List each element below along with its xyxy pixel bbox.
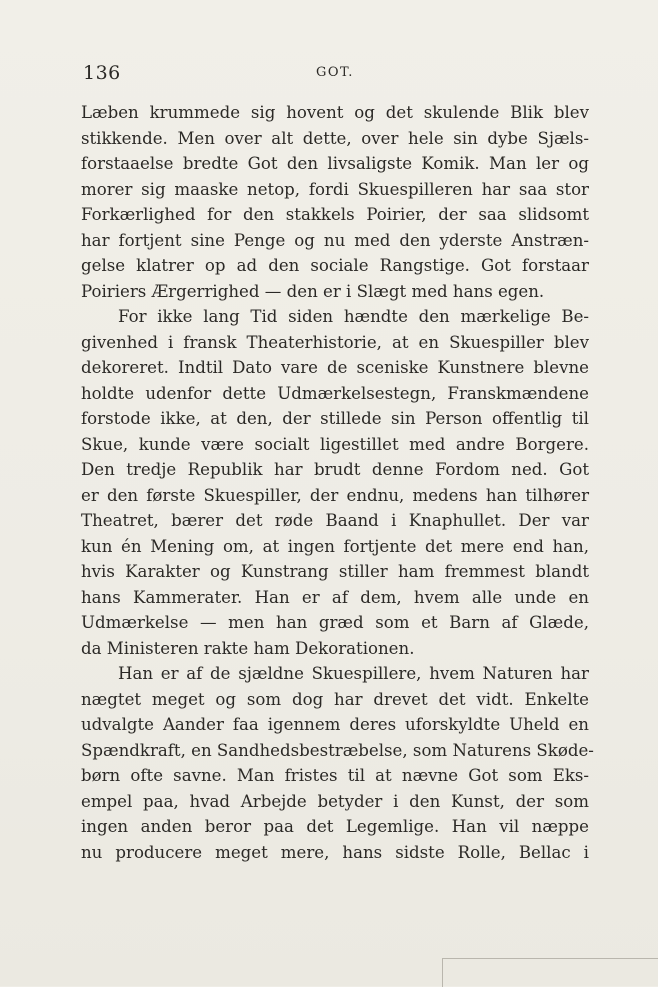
text-line: er den første Skuespiller, der endnu, medens han tilhører bbox=[81, 485, 589, 505]
text-line: Poiriers Ærgerrighed — den er i Slægt med hans egen. bbox=[81, 281, 545, 301]
paragraph bbox=[81, 661, 594, 865]
text-line: empel paa, hvad Arbejde betyder i den Kunst, der som bbox=[81, 791, 589, 811]
text-line: holdte udenfor dette Udmærkelsestegn, Franskmændene bbox=[81, 383, 589, 403]
text-line: Theatret, bærer det røde Baand i Knaphullet. Der var bbox=[81, 511, 589, 530]
text-line: stikkende. Men over alt dette, over hele sin dybe Sjæls- bbox=[81, 128, 589, 148]
scan-edge-mark bbox=[442, 958, 658, 987]
paragraph bbox=[81, 304, 589, 661]
text-line: For ikke lang Tid siden hændte den mærkelige Be- bbox=[118, 307, 589, 326]
text-line: nægtet meget og som dog har drevet det vidt. Enkelte bbox=[81, 689, 589, 709]
paragraph bbox=[81, 100, 589, 304]
text-line: hans Kammerater. Han er af dem, hvem alle unde en bbox=[81, 587, 589, 607]
text-line: børn ofte savne. Man fristes til at nævne Got som Eks- bbox=[81, 766, 589, 785]
text-line: Udmærkelse — men han græd som et Barn af Glæde, bbox=[81, 613, 589, 632]
text-line: gelse klatrer op ad den sociale Rangstige. Got forstaar bbox=[81, 256, 589, 275]
text-line: morer sig maaske netop, fordi Skuespilleren har saa stor bbox=[81, 179, 589, 199]
text-line: da Ministeren rakte ham Dekorationen. bbox=[81, 638, 415, 658]
text-line: Spændkraft, en Sandhedsbestræbelse, som Naturens Skøde- bbox=[81, 740, 594, 760]
text-line: Han er af de sjældne Skuespillere, hvem Naturen har bbox=[118, 664, 589, 683]
text-line: givenhed i fransk Theaterhistorie, at en Skuespiller blev bbox=[81, 332, 589, 352]
body-text bbox=[81, 100, 594, 865]
text-line: dekoreret. Indtil Dato vare de sceniske Kunstnere blevne bbox=[81, 358, 589, 377]
text-line: Læben krummede sig hovent og det skulende Blik blev bbox=[81, 103, 589, 122]
text-line: udvalgte Aander faa igennem deres uforskyldte Uheld en bbox=[81, 715, 589, 734]
text-line: nu producere meget mere, hans sidste Rolle, Bellac i bbox=[81, 842, 589, 862]
text-line: Forkærlighed for den stakkels Poirier, der saa slidsomt bbox=[81, 205, 589, 224]
text-line: forstode ikke, at den, der stillede sin Person offentlig til bbox=[81, 409, 589, 428]
text-line: kun én Mening om, at ingen fortjente det mere end han, bbox=[81, 536, 589, 556]
text-line: forstaaelse bredte Got den livsaligste Komik. Man ler og bbox=[81, 154, 589, 173]
text-line: Skue, kunde være socialt ligestillet med andre Borgere. bbox=[81, 434, 589, 454]
text-line: hvis Karakter og Kunstrang stiller ham fremmest blandt bbox=[81, 562, 589, 581]
text-line: Den tredje Republik har brudt denne Fordom ned. Got bbox=[81, 460, 589, 479]
running-head: GOT. bbox=[316, 65, 354, 80]
page-number: 136 bbox=[83, 62, 121, 84]
text-line: har fortjent sine Penge og nu med den yderste Anstræn- bbox=[81, 230, 589, 250]
text-line: ingen anden beror paa det Legemlige. Han vil næppe bbox=[81, 817, 589, 836]
